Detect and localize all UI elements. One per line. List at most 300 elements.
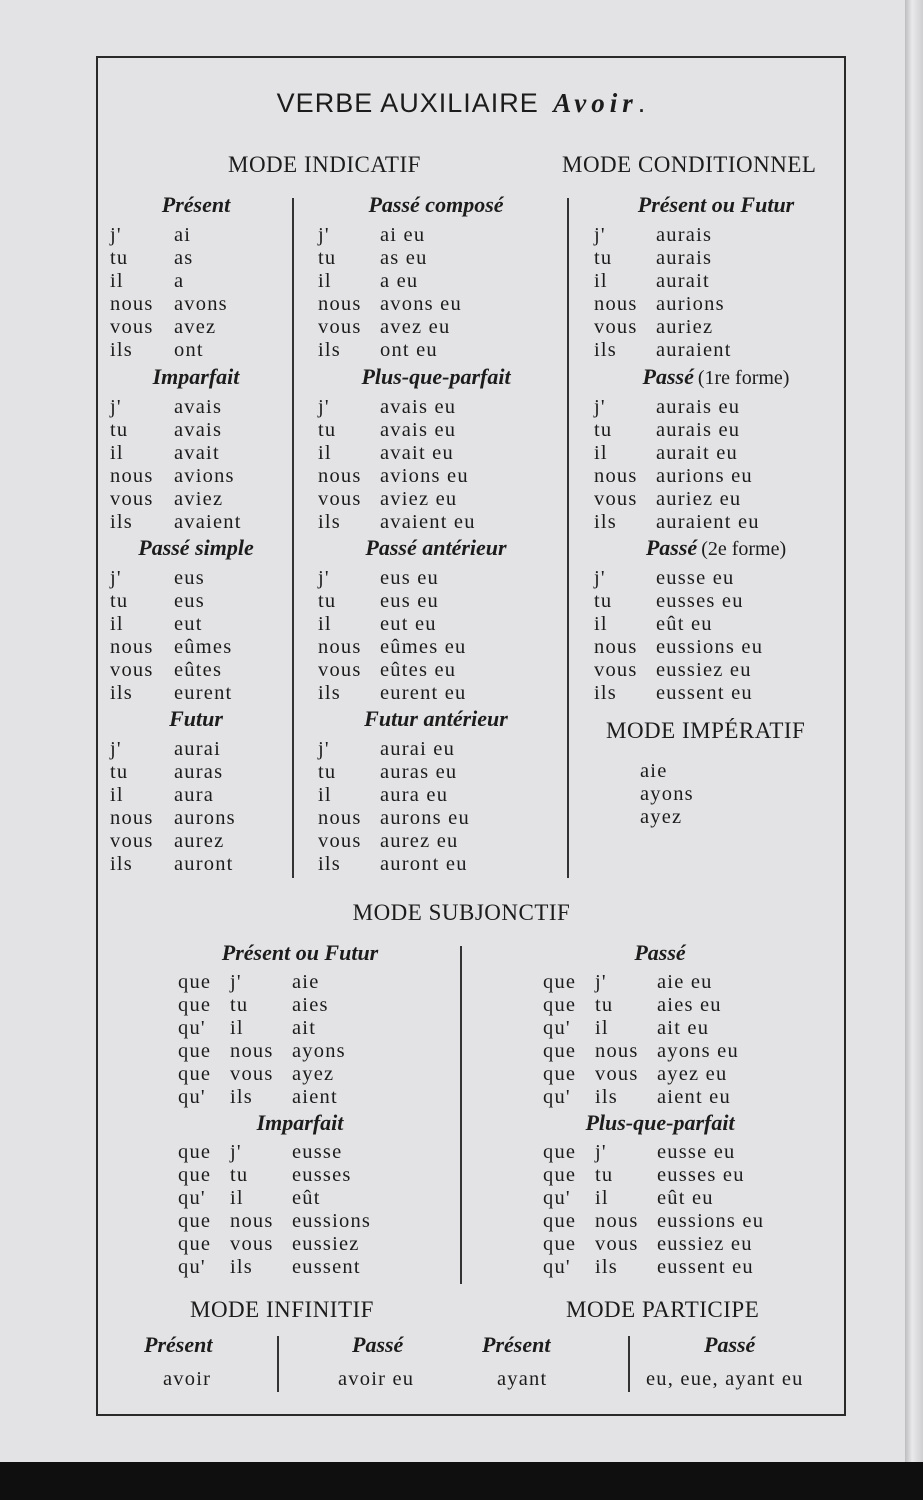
conjugation-row: [178, 1040, 346, 1063]
tense-note: (2e forme): [701, 538, 787, 560]
verb-form: eusse eu: [657, 1141, 736, 1163]
verb-form: avez: [174, 316, 217, 338]
verb-form: aurons: [174, 807, 236, 829]
verb-form: eût eu: [656, 613, 713, 635]
conjunction: que: [178, 1233, 212, 1255]
pronoun: ils: [594, 339, 617, 361]
conjugation-row: [318, 784, 448, 807]
conjugation-row: [318, 488, 457, 511]
conjunction: qu': [178, 1017, 206, 1039]
conjugation-row: [110, 738, 221, 761]
pronoun: j': [318, 738, 330, 760]
verb-form: ai eu: [380, 224, 426, 246]
verb-form: aviez eu: [380, 488, 458, 510]
pronoun: j': [110, 738, 122, 760]
conjugation-row: [543, 1017, 709, 1040]
verb-form: ayez: [292, 1063, 335, 1085]
pronoun: vous: [594, 316, 638, 338]
verb-form: eusse: [292, 1141, 343, 1163]
pronoun: j': [595, 1141, 607, 1163]
verb-form: auront: [174, 853, 234, 875]
infinitif-heading: MODE INFINITIF: [190, 1297, 374, 1322]
pronoun: j': [110, 396, 122, 418]
tense-heading: Présent: [161, 192, 231, 217]
conjugation-row: [178, 1141, 342, 1164]
verb-form: eût eu: [657, 1187, 714, 1209]
tense-name: Passé: [642, 364, 694, 389]
verb-form: aie eu: [657, 971, 713, 993]
pronoun: ils: [318, 853, 341, 875]
pronoun: tu: [595, 1164, 614, 1186]
conjugation-row: [594, 567, 734, 590]
conjugation-row: [110, 830, 224, 853]
pronoun: vous: [318, 830, 362, 852]
page-edge: [905, 0, 923, 1462]
conjugation-row: [318, 316, 450, 339]
tense-heading: Plus-que-parfait: [361, 364, 511, 389]
verb-form: aurait eu: [656, 442, 738, 464]
verb-form: aient eu: [657, 1086, 731, 1108]
conjugation-row: [594, 442, 738, 465]
pronoun: vous: [318, 659, 362, 681]
tense-heading: Passé antérieur: [365, 535, 507, 560]
verb-form: eus: [174, 590, 205, 612]
verb-form: eûmes eu: [380, 636, 467, 658]
conjunction: que: [178, 1210, 212, 1232]
pronoun: il: [318, 270, 332, 292]
conjugation-row: [110, 339, 204, 362]
verb-form: eurent: [174, 682, 233, 704]
verb-form: aurais: [656, 247, 713, 269]
conjugation-row: [110, 784, 214, 807]
conjugation-row: [594, 488, 741, 511]
conjugation-row: [594, 682, 753, 705]
verb-form: ait eu: [657, 1017, 710, 1039]
conjugation-row: [110, 465, 235, 488]
pronoun: il: [110, 270, 124, 292]
verb-form: eut: [174, 613, 203, 635]
verb-form: ayez eu: [657, 1063, 728, 1085]
conjugation-row: [318, 590, 439, 613]
tense-heading: [566, 535, 866, 561]
conjugation-row: [543, 971, 713, 994]
pronoun: il: [594, 270, 608, 292]
conjunction: que: [543, 994, 577, 1016]
conjugation-row: [318, 465, 469, 488]
pronoun: nous: [230, 1210, 274, 1232]
conjugation-row: [178, 1164, 352, 1187]
pronoun: il: [594, 442, 608, 464]
conjugation-row: [110, 419, 222, 442]
conjunction: qu': [178, 1256, 206, 1278]
pronoun: vous: [318, 488, 362, 510]
conjugation-row: [318, 339, 438, 362]
conditionnel-heading: MODE CONDITIONNEL: [562, 152, 817, 177]
conjugation-row: [178, 1210, 371, 1233]
conjugation-row: [178, 1233, 360, 1256]
conjunction: que: [543, 1210, 577, 1232]
tense-heading: Plus-que-parfait: [585, 1110, 735, 1135]
pronoun: nous: [110, 293, 154, 315]
verb-form: avons: [174, 293, 228, 315]
verb-form: eûtes: [174, 659, 223, 681]
verb-form: aies: [292, 994, 329, 1016]
conjugation-row: [178, 1256, 361, 1279]
conjugation-row: [318, 830, 458, 853]
verb-form: aura: [174, 784, 215, 806]
conjugation-row: [318, 396, 456, 419]
pronoun: il: [595, 1187, 609, 1209]
verb-form: eussiez: [292, 1233, 360, 1255]
conjugation-row: [594, 270, 710, 293]
imperatif-form: aie: [640, 760, 668, 782]
indicatif-heading: MODE INDICATIF: [228, 152, 421, 177]
conjunction: que: [543, 1063, 577, 1085]
verb-form: ayons: [292, 1040, 346, 1062]
conjugation-row: [594, 613, 713, 636]
pronoun: j': [594, 224, 606, 246]
pronoun: tu: [110, 761, 129, 783]
page-title: [0, 88, 923, 119]
conjunction: que: [178, 1063, 212, 1085]
conjugation-row: [110, 293, 228, 316]
verb-form: eusses eu: [657, 1164, 745, 1186]
tense-name: Passé: [645, 535, 698, 560]
pronoun: nous: [318, 807, 362, 829]
pronoun: j': [594, 396, 606, 418]
conjugation-row: [318, 659, 456, 682]
conjunction: qu': [543, 1086, 571, 1108]
verb-form: aies eu: [657, 994, 722, 1016]
verb-form: avait eu: [380, 442, 454, 464]
verb-form: eus eu: [380, 567, 440, 589]
verb-form: a: [174, 270, 185, 292]
pronoun: tu: [230, 1164, 249, 1186]
conjugation-row: [594, 224, 712, 247]
pronoun: tu: [594, 247, 613, 269]
pronoun: ils: [318, 682, 341, 704]
verb-form: aurions: [656, 293, 725, 315]
verb-form: eus eu: [380, 590, 440, 612]
subjonctif-divider: [460, 946, 462, 1284]
conjugation-row: [594, 511, 760, 534]
pronoun: nous: [110, 636, 154, 658]
verb-form: auriez eu: [656, 488, 742, 510]
participe-divider: [628, 1336, 630, 1392]
conjugation-row: [594, 293, 725, 316]
tense-heading: Imparfait: [152, 364, 240, 389]
conjugation-row: [318, 293, 462, 316]
conjugation-row: [543, 1063, 727, 1086]
verb-form: avais: [174, 419, 223, 441]
pronoun: vous: [594, 659, 638, 681]
conjunction: que: [178, 971, 212, 993]
conjugation-row: [543, 1040, 739, 1063]
verb-form: eûmes: [174, 636, 233, 658]
verb-form: avaient: [174, 511, 242, 533]
verb-form: avions eu: [380, 465, 469, 487]
conjugation-row: [318, 511, 476, 534]
verb-form: eusses: [292, 1164, 352, 1186]
conjunction: que: [178, 1040, 212, 1062]
conjugation-row: [543, 1141, 735, 1164]
conjugation-row: [594, 465, 753, 488]
conjugation-row: [543, 994, 722, 1017]
pronoun: ils: [230, 1256, 253, 1278]
verb-form: as eu: [380, 247, 428, 269]
conjugation-row: [318, 224, 425, 247]
pronoun: ils: [594, 682, 617, 704]
pronoun: nous: [110, 807, 154, 829]
conjugation-row: [110, 270, 184, 293]
pronoun: j': [230, 971, 242, 993]
verb-form: aient: [292, 1086, 338, 1108]
pronoun: j': [318, 224, 330, 246]
title-suffix: .: [637, 88, 647, 118]
conjugation-row: [110, 807, 236, 830]
verb-form: aurais: [656, 224, 713, 246]
verb-form: avait: [174, 442, 220, 464]
conjugation-row: [110, 636, 232, 659]
verb-form: aurai eu: [380, 738, 456, 760]
conjunction: qu': [543, 1187, 571, 1209]
tense-heading: Présent ou Futur: [221, 940, 379, 965]
verb-form: avaient eu: [380, 511, 476, 533]
imperatif-heading: MODE IMPÉRATIF: [606, 718, 806, 743]
verb-form: aurons eu: [380, 807, 470, 829]
tense-heading: [566, 364, 866, 390]
conjugation-row: [318, 613, 437, 636]
conjugation-row: [178, 1063, 334, 1086]
verb-form: avons eu: [380, 293, 462, 315]
pronoun: vous: [595, 1233, 639, 1255]
verb-form: auras: [174, 761, 224, 783]
conjugation-row: [543, 1256, 754, 1279]
conjugation-row: [110, 511, 242, 534]
conjugation-row: [178, 1187, 321, 1210]
verb-form: eût: [292, 1187, 321, 1209]
title-verb: Avoir: [553, 88, 638, 118]
pronoun: j': [110, 224, 122, 246]
conjugation-row: [318, 442, 454, 465]
pronoun: vous: [230, 1233, 274, 1255]
pronoun: il: [230, 1017, 244, 1039]
conjugation-row: [110, 590, 205, 613]
pronoun: il: [230, 1187, 244, 1209]
pronoun: j': [110, 567, 122, 589]
conjugation-row: [110, 659, 222, 682]
pronoun: tu: [318, 247, 337, 269]
conjugation-row: [318, 270, 418, 293]
pronoun: tu: [318, 761, 337, 783]
infinitif-present-form: avoir: [163, 1368, 212, 1390]
pronoun: ils: [110, 853, 133, 875]
verb-form: aie: [292, 971, 320, 993]
pronoun: vous: [110, 659, 154, 681]
tense-heading: Futur: [169, 706, 223, 731]
conjugation-row: [178, 994, 329, 1017]
pronoun: vous: [230, 1063, 274, 1085]
conjunction: que: [543, 1233, 577, 1255]
pronoun: tu: [230, 994, 249, 1016]
pronoun: ils: [594, 511, 617, 533]
conjunction: qu': [543, 1017, 571, 1039]
pronoun: nous: [110, 465, 154, 487]
pronoun: il: [110, 784, 124, 806]
pronoun: ils: [318, 339, 341, 361]
infinitif-passe-form: avoir eu: [338, 1368, 415, 1390]
verb-form: eûtes eu: [380, 659, 457, 681]
verb-form: eut eu: [380, 613, 437, 635]
verb-form: aurions eu: [656, 465, 753, 487]
conjugation-row: [318, 807, 470, 830]
conjugation-row: [110, 567, 205, 590]
verb-form: ait: [292, 1017, 317, 1039]
pronoun: il: [595, 1017, 609, 1039]
pronoun: tu: [594, 590, 613, 612]
pronoun: j': [595, 971, 607, 993]
verb-form: avais: [174, 396, 223, 418]
pronoun: tu: [110, 590, 129, 612]
pronoun: vous: [318, 316, 362, 338]
verb-form: ont eu: [380, 339, 438, 361]
verb-form: aurais eu: [656, 419, 741, 441]
pronoun: il: [594, 613, 608, 635]
imperatif-form: ayons: [640, 783, 694, 805]
conjugation-row: [110, 316, 216, 339]
verb-form: eussiez eu: [656, 659, 752, 681]
pronoun: ils: [110, 682, 133, 704]
pronoun: j': [230, 1141, 242, 1163]
conjunction: qu': [178, 1187, 206, 1209]
pronoun: il: [318, 442, 332, 464]
verb-form: eus: [174, 567, 205, 589]
verb-form: eussent: [292, 1256, 361, 1278]
conjugation-row: [110, 396, 222, 419]
participe-present-form: ayant: [497, 1368, 548, 1390]
verb-form: auraient: [656, 339, 732, 361]
conjugation-row: [318, 636, 466, 659]
verb-form: auriez: [656, 316, 714, 338]
tense-note: (1re forme): [697, 367, 790, 389]
conjugation-row: [110, 224, 191, 247]
verb-form: eussiez eu: [657, 1233, 753, 1255]
conjugation-row: [110, 613, 203, 636]
pronoun: tu: [318, 590, 337, 612]
conjugation-row: [110, 761, 223, 784]
conjunction: que: [178, 1164, 212, 1186]
tense-heading: Passé simple: [138, 535, 254, 560]
verb-form: eusses eu: [656, 590, 744, 612]
participe-passe-form: eu, eue, ayant eu: [646, 1368, 804, 1390]
pronoun: nous: [594, 293, 638, 315]
conjugation-row: [318, 738, 455, 761]
verb-form: aura eu: [380, 784, 449, 806]
verb-form: aurais eu: [656, 396, 741, 418]
conjugation-row: [594, 636, 763, 659]
conjugation-row: [543, 1233, 753, 1256]
conjugation-row: [594, 590, 744, 613]
conjugation-row: [318, 419, 456, 442]
verb-form: auraient eu: [656, 511, 760, 533]
pronoun: j': [318, 567, 330, 589]
conjunction: que: [543, 971, 577, 993]
conjugation-row: [110, 853, 234, 876]
verb-form: aurez: [174, 830, 225, 852]
conjugation-row: [594, 247, 712, 270]
imperatif-form: ayez: [640, 806, 683, 828]
pronoun: ils: [110, 339, 133, 361]
pronoun: nous: [230, 1040, 274, 1062]
infinitif-present-tense: Présent: [144, 1332, 213, 1357]
pronoun: il: [318, 784, 332, 806]
tense-heading: Futur antérieur: [364, 706, 508, 731]
verb-form: ayons eu: [657, 1040, 739, 1062]
conjugation-row: [318, 761, 457, 784]
conjugation-row: [318, 247, 428, 270]
verb-form: avions: [174, 465, 235, 487]
verb-form: auront eu: [380, 853, 468, 875]
conjugation-row: [318, 682, 467, 705]
pronoun: il: [318, 613, 332, 635]
pronoun: vous: [110, 830, 154, 852]
conjugation-row: [178, 971, 320, 994]
conjugation-row: [543, 1086, 731, 1109]
pronoun: tu: [110, 247, 129, 269]
verb-form: aurait: [656, 270, 710, 292]
verb-form: avez eu: [380, 316, 451, 338]
verb-form: eussions eu: [656, 636, 764, 658]
verb-form: eussent eu: [657, 1256, 754, 1278]
pronoun: vous: [595, 1063, 639, 1085]
pronoun: tu: [595, 994, 614, 1016]
pronoun: vous: [594, 488, 638, 510]
pronoun: vous: [110, 488, 154, 510]
verb-form: a eu: [380, 270, 419, 292]
pronoun: j': [594, 567, 606, 589]
conjunction: qu': [178, 1086, 206, 1108]
conjunction: que: [543, 1040, 577, 1062]
conjugation-row: [594, 339, 732, 362]
pronoun: ils: [595, 1256, 618, 1278]
tense-name: Présent ou Futur: [637, 192, 795, 217]
conjugation-row: [594, 396, 740, 419]
verb-form: as: [174, 247, 194, 269]
verb-form: ai: [174, 224, 192, 246]
pronoun: ils: [230, 1086, 253, 1108]
pronoun: nous: [595, 1040, 639, 1062]
pronoun: il: [110, 442, 124, 464]
pronoun: il: [110, 613, 124, 635]
conjugation-row: [110, 488, 223, 511]
conjunction: que: [178, 994, 212, 1016]
verb-form: eussions: [292, 1210, 372, 1232]
infinitif-divider: [277, 1336, 279, 1392]
verb-form: eurent eu: [380, 682, 467, 704]
verb-form: eusse eu: [656, 567, 735, 589]
participe-present-tense: Présent: [482, 1332, 551, 1357]
pronoun: tu: [110, 419, 129, 441]
subjonctif-heading: MODE SUBJONCTIF: [352, 900, 571, 925]
conjugation-row: [178, 1017, 316, 1040]
participe-heading: MODE PARTICIPE: [566, 1297, 760, 1322]
conjugation-row: [318, 567, 439, 590]
pronoun: j': [318, 396, 330, 418]
conjunction: qu': [543, 1256, 571, 1278]
conjugation-row: [318, 853, 468, 876]
conjunction: que: [543, 1141, 577, 1163]
pronoun: ils: [595, 1086, 618, 1108]
